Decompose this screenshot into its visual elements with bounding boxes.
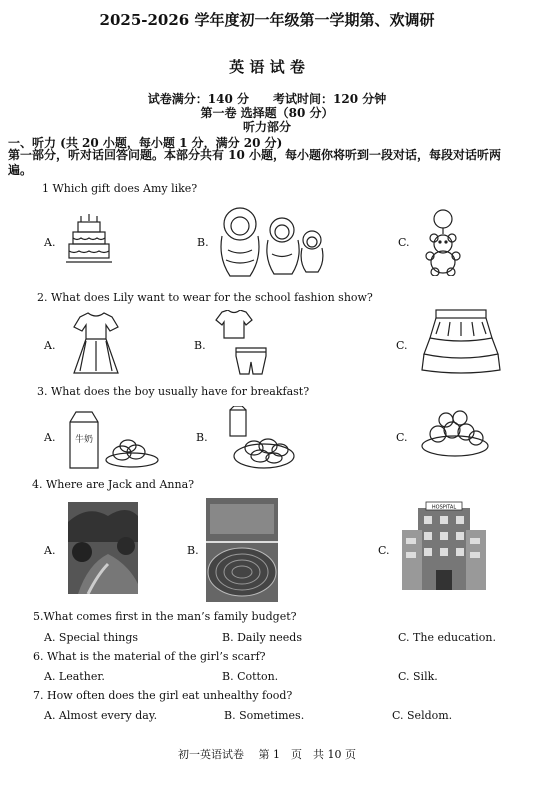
q4-option-c: C.	[378, 544, 390, 557]
volume-label: 第一卷 选择题（80 分）	[200, 106, 334, 120]
q5-option-c: C. The education.	[398, 631, 496, 644]
dress-icon	[70, 311, 122, 375]
exam-subtitle: 英 语 试 卷	[229, 58, 305, 76]
q4-option-a: A.	[44, 544, 56, 557]
q3-option-c: C.	[396, 431, 408, 444]
question-3: 3. What does the boy usually have for breakfast?	[37, 385, 310, 398]
nesting-dolls-icon	[216, 206, 328, 278]
q1-option-b: B.	[197, 236, 209, 249]
q1-option-a: A.	[44, 236, 56, 249]
q5-option-a: A. Special things	[44, 631, 139, 644]
skirt-icon	[420, 308, 502, 374]
q6-option-c: C. Silk.	[398, 670, 438, 683]
question-6: 6. What is the material of the girl’s scarf?	[33, 650, 266, 663]
q1-option-c: C.	[398, 236, 410, 249]
page-footer: 初一英语试卷 第 1 页 共 10 页	[178, 748, 356, 761]
q6-option-a: A. Leather.	[44, 670, 105, 683]
cake-icon	[66, 212, 112, 268]
q7-option-a: A. Almost every day.	[44, 709, 158, 722]
question-7: 7. How often does the girl eat unhealthy food?	[33, 689, 293, 702]
tshirt-shorts-icon	[214, 310, 270, 376]
q5-option-b: B. Daily needs	[222, 631, 302, 644]
fruit-plate-icon	[420, 410, 490, 458]
milk-label: 牛奶	[75, 435, 94, 445]
q2-option-c: C.	[396, 339, 408, 352]
hospital-photo	[400, 500, 488, 590]
exam-title: 2025-2026 学年度初一年级第一学期第、欢调研	[99, 11, 435, 29]
question-2: 2. What does Lily want to wear for the school fashion show?	[37, 291, 373, 304]
q2-option-b: B.	[194, 339, 206, 352]
teddy-keychain-icon	[420, 208, 466, 276]
listening-instructions: 第一部分，听对话回答问题。本部分共有 10 小题，每小题你将听到一段对话，每段对话听两遍。	[8, 148, 502, 177]
question-1: 1 Which gift does Amy like?	[42, 182, 198, 195]
milk-bread-icon	[66, 408, 160, 472]
question-5: 5.What comes first in the man’s family budget?	[33, 610, 297, 623]
listening-heading: 一、听力 (共 20 小题，每小题 1 分，满分 20 分)	[8, 136, 283, 150]
q7-option-b: B. Sometimes.	[224, 709, 305, 722]
q2-option-a: A.	[44, 339, 56, 352]
bread-plate-icon	[226, 406, 296, 472]
question-4: 4. Where are Jack and Anna?	[32, 478, 195, 491]
hospital-sign: HOSPITAL	[431, 504, 457, 511]
q4-option-b: B.	[187, 544, 199, 557]
q3-option-b: B.	[196, 431, 208, 444]
stadium-photo	[206, 498, 278, 602]
park-photo	[68, 502, 138, 594]
q6-option-b: B. Cotton.	[222, 670, 279, 683]
q3-option-a: A.	[44, 431, 56, 444]
q7-option-c: C. Seldom.	[392, 709, 453, 722]
exam-meta: 试卷满分：140 分 考试时间：120 分钟	[147, 92, 387, 106]
section-part: 听力部分	[242, 120, 291, 134]
